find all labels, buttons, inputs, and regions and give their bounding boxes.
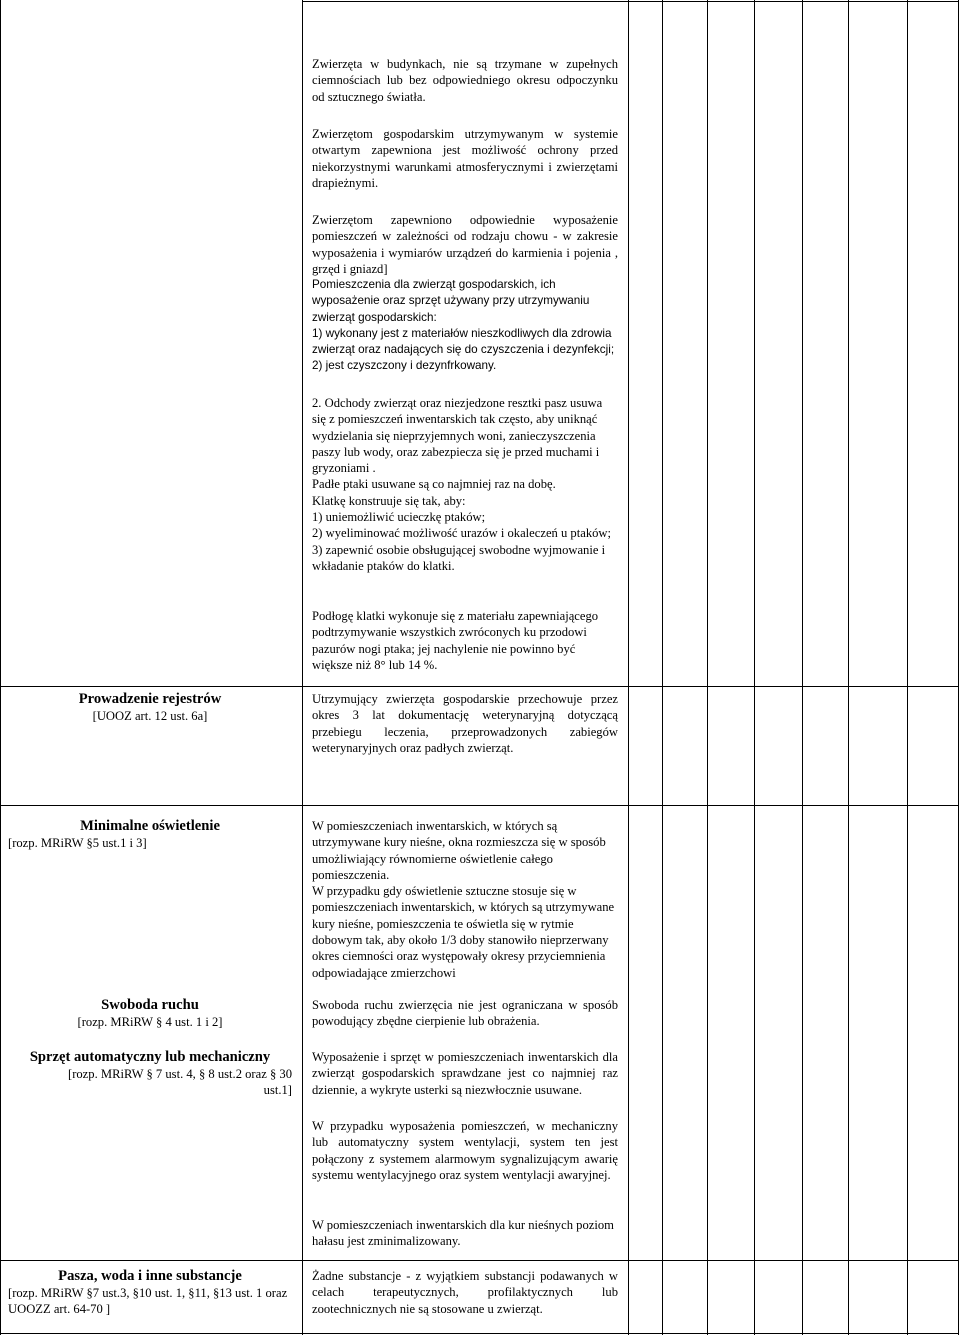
criterion-cell bbox=[8, 691, 292, 724]
requirement-text: Pomieszczenia dla zwierząt gospodarskich, ich wyposażenie oraz sprzęt używany przy utrzymywaniu zwierząt gospodarskich: 1) wykonany jest z materiałów nieszkodliwych dla zdrowia zwierząt oraz nadających się do czyszczenia i dezynfekcji; 2) jest czyszczony i dezynfrkowany. bbox=[312, 278, 615, 373]
requirement-text: Swoboda ruchu zwierzęcia nie jest ograniczana w sposób powodujący zbędne cierpienie lub obrażenia. bbox=[312, 998, 618, 1029]
grid-line bbox=[707, 0, 708, 1335]
grid-line bbox=[0, 0, 1, 1335]
criterion-title: Pasza, woda i inne substancje bbox=[58, 1268, 242, 1284]
grid-line bbox=[302, 1, 959, 2]
grid-line bbox=[0, 805, 959, 806]
criterion-reference: [rozp. MRiRW § 7 ust. 4, § 8 ust.2 oraz § 30 ust.1] bbox=[68, 1067, 292, 1097]
grid-line bbox=[628, 0, 629, 1335]
grid-line bbox=[0, 1260, 959, 1261]
criterion-cell bbox=[8, 818, 292, 851]
grid-line bbox=[662, 0, 663, 1335]
criterion-title: Minimalne oświetlenie bbox=[80, 818, 220, 834]
criterion-cell bbox=[8, 997, 292, 1030]
requirement-text: 2. Odchody zwierząt oraz niezjedzone resztki pasz usuwa się z pomieszczeń inwentarskich tak często, aby uniknąć wydzielania się nieprzyjemnych woni, zanieczyszczenia paszy lub wody, oraz zabezpiecza się je przed muchami i gryzoniami . Padłe ptaki usuwane są co najmniej raz na dobę. Klatkę konstruuje się tak, aby: 1) uniemożliwić ucieczkę ptaków; 2) wyeliminować możliwość urazów i okaleczeń u ptaków; 3) zapewnić osobie obsługującej swobodne wyjmowanie i wkładanie ptaków do klatki. bbox=[312, 396, 612, 573]
requirement-text: Wyposażenie i sprzęt w pomieszczeniach inwentarskich dla zwierząt gospodarskich sprawdzane jest co najmniej raz dziennie, a wykryte usterki są niezwłocznie usuwane. bbox=[312, 1050, 618, 1097]
grid-line bbox=[0, 1333, 959, 1334]
criterion-title: Swoboda ruchu bbox=[101, 997, 199, 1013]
grid-line bbox=[754, 0, 755, 1335]
criterion-reference: [UOOZ art. 12 ust. 6a] bbox=[92, 709, 208, 723]
requirement-text: Zwierzętom zapewniono odpowiednie wyposażenie pomieszczeń w zależności od rodzaju chowu - w zakresie wyposażenia i wymiarów urządzeń do karmienia i pojenia , grzęd i gniazd] bbox=[312, 213, 618, 276]
requirement-text: W pomieszczeniach inwentarskich, w których są utrzymywane kury nieśne, okna rozmieszcza się w sposób umożliwiający równomierne oświetlenie całego pomieszczenia. W przypadku gdy oświetlenie sztuczne stosuje się w pomieszczeniach inwentarskich, w których są utrzymywane kury nieśne, pomieszczenia te oświetla się w rytmie dobowym tak, aby około 1/3 doby stanowiło nieprzerwany okres ciemności oraz występowały okresy przyciemnienia odpowiadające zmierzchowi bbox=[312, 819, 615, 980]
requirement-text: Podłogę klatki wykonuje się z materiału zapewniającego podtrzymywanie wszystkich zwróconych ku przodowi pazurów nogi ptaka; jej nachylenie nie powinno być większe niż 8° lub 14 %. bbox=[312, 609, 599, 672]
requirement-text: Utrzymujący zwierzęta gospodarskie przechowuje przez okres 3 lat dokumentację weterynaryjną dotyczącą przebiegu leczenia, przeprowadzonych zabiegów weterynaryjnych oraz padłych zwierząt. bbox=[312, 692, 618, 755]
criterion-cell bbox=[8, 1268, 292, 1317]
grid-line bbox=[302, 0, 303, 1335]
requirement-text: Żadne substancje - z wyjątkiem substancji podawanych w celach terapeutycznych, profilaktycznych lub zootechnicznych nie są stosowane u zwierząt. bbox=[312, 1269, 618, 1316]
requirement-text: Zwierzęta w budynkach, nie są trzymane w zupełnych ciemnościach lub bez odpowiedniego okresu odpoczynku od sztucznego światła. bbox=[312, 57, 618, 104]
criterion-reference: [rozp. MRiRW §5 ust.1 i 3] bbox=[8, 836, 147, 850]
grid-line bbox=[802, 0, 803, 1335]
requirement-text: W przypadku wyposażenia pomieszczeń, w mechaniczny lub automatyczny system wentylacji, system ten jest połączony z systemem alarmowym sygnalizującym awarię systemu wentylacyjnego oraz system wentylacji awaryjnej. bbox=[312, 1119, 618, 1182]
criterion-reference: [rozp. MRiRW § 4 ust. 1 i 2] bbox=[77, 1015, 223, 1029]
criterion-title: Sprzęt automatyczny lub mechaniczny bbox=[29, 1049, 271, 1065]
criterion-cell bbox=[8, 1049, 292, 1098]
criterion-reference: [rozp. MRiRW §7 ust.3, §10 ust. 1, §11, §13 ust. 1 oraz UOOZZ art. 64-70 ] bbox=[8, 1286, 288, 1316]
criterion-title: Prowadzenie rejestrów bbox=[78, 691, 222, 707]
grid-line bbox=[907, 0, 908, 1335]
grid-line bbox=[0, 686, 959, 687]
grid-line bbox=[958, 0, 959, 1335]
requirement-text: W pomieszczeniach inwentarskich dla kur nieśnych poziom hałasu jest zminimalizowany. bbox=[312, 1218, 614, 1249]
grid-line bbox=[848, 0, 849, 1335]
requirement-text: Zwierzętom gospodarskim utrzymywanym w systemie otwartym zapewniona jest możliwość ochrony przed niekorzystnymi warunkami atmosferycznymi i zwierzętami drapieżnymi. bbox=[312, 127, 618, 190]
